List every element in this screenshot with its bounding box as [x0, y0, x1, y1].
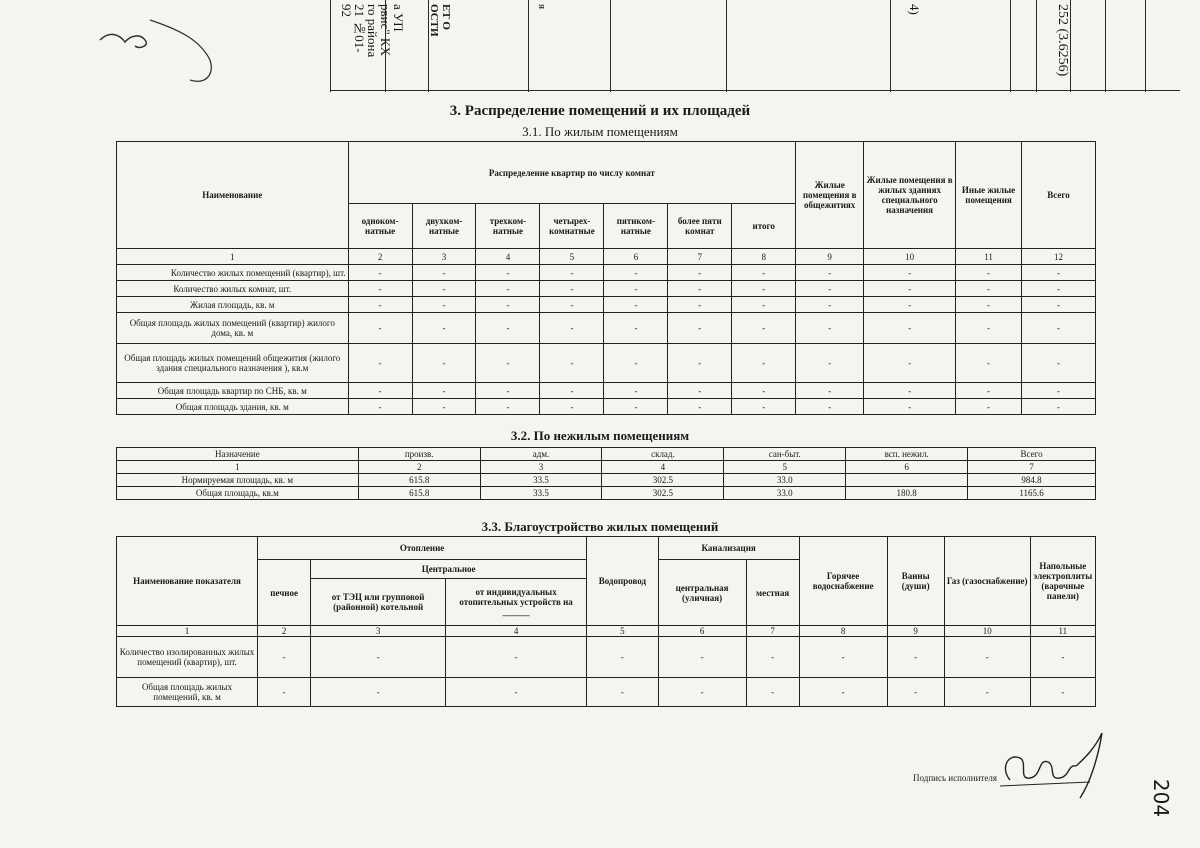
header-heating: Отопление — [258, 537, 587, 560]
residential-table — [116, 141, 1096, 415]
header-prod: произв. — [358, 448, 480, 461]
col-number: 2 — [348, 249, 412, 265]
strip-text-4: 21 №01- — [352, 4, 367, 53]
row-label: Общая площадь квартир по СНБ, кв. м — [117, 383, 349, 399]
non-residential-table: Назначение произв. адм. склад. сан-быт. всп. нежил. Всего 1 2 3 4 5 6 7 Нормируемая площадь, кв. м 615.8 33.5 302.5 33.0 984.8 Общая площадь, кв.м 615.8 33.5 302.5 33.0 180.8 1165.6 — [116, 447, 1096, 500]
header-individual: от индивидуальных отопительных устройств на ______ — [446, 579, 587, 626]
header-bath: Ванны (души) — [887, 537, 944, 626]
header-water: Водопровод — [587, 537, 659, 626]
table-row: Общая площадь жилых помещений общежития (жилого здания специального назначения ), кв.м - - - - - - - - - - - — [117, 344, 1096, 383]
col-number: 8 — [732, 249, 796, 265]
col-number: 3 — [412, 249, 476, 265]
header-storage: склад. — [602, 448, 724, 461]
signature-label: Подпись исполнителя — [913, 773, 997, 783]
header-stoves: Напольные электроплиты (варочные панели) — [1030, 537, 1095, 626]
header-sewer-central: центральная (уличная) — [658, 560, 746, 626]
col-number: 4 — [476, 249, 540, 265]
header-adm: адм. — [480, 448, 602, 461]
handwriting-top-left — [90, 0, 270, 95]
col-number: 6 — [604, 249, 668, 265]
row-label: Количество изолированных жилых помещений (квартир), шт. — [117, 637, 258, 678]
amenities-table: Наименование показателя Отопление Водопровод Канализация Горячее водоснабжение Ванны (души) Газ (газоснабжение) Напольные электроплиты (варочные панели) печное Центральное центральная (уличная) местная от ТЭЦ или групповой (районной) котельной от индивидуальных отопительных устройств на ______ 1 2 3 4 5 6 7 8 9 10 11 Количество изолированных жилых помещений (квартир), шт. - - - - - - - - - - Общая площадь жилых помещений, кв. м - - - - - - - - - - — [116, 536, 1096, 707]
strip-text-9: 4) — [907, 4, 922, 15]
table-row: Количество изолированных жилых помещений (квартир), шт. - - - - - - - - - - — [117, 637, 1096, 678]
col-number: 1 — [117, 249, 349, 265]
header-name: Наименование — [117, 142, 349, 249]
col-number: 12 — [1022, 249, 1096, 265]
table-row: Количество жилых комнат, шт. - - - - - - - - - - - — [117, 281, 1096, 297]
section-3-3-heading: 3.3. Благоустройство жилых помещений — [481, 519, 719, 534]
table-row: Общая площадь жилых помещений, кв. м - - - - - - - - - - — [117, 678, 1096, 707]
table-row: Общая площадь, кв.м 615.8 33.5 302.5 33.0 180.8 1165.6 — [117, 487, 1096, 500]
row-label: Общая площадь жилых помещений общежития (жилого здания специального назначения ), кв.м — [117, 344, 349, 383]
header-purpose: Назначение — [117, 448, 359, 461]
rotated-page-strip — [330, 0, 1180, 92]
table-row: Общая площадь жилых помещений (квартир) жилого дома, кв. м - - - - - - - - - - - — [117, 313, 1096, 344]
header-stove-heating: печное — [258, 560, 311, 626]
strip-text-10: 252 (3.6256) — [1055, 4, 1070, 77]
table-row: Жилая площадь, кв. м - - - - - - - - - - - — [117, 297, 1096, 313]
header-central: Центральное — [311, 560, 587, 579]
row-label: Жилая площадь, кв. м — [117, 297, 349, 313]
header-hot-water: Горячее водоснабжение — [799, 537, 887, 626]
strip-text-7: ОСТИ — [428, 4, 440, 37]
col-number: 9 — [796, 249, 864, 265]
row-label: Общая площадь здания, кв. м — [117, 399, 349, 415]
header-col: итого — [732, 204, 796, 249]
header-rooms-group: Распределение квартир по числу комнат — [348, 142, 796, 204]
section-3-2-heading: 3.2. По нежилым помещениям — [510, 428, 690, 443]
row-label: Общая площадь, кв.м — [117, 487, 359, 500]
header-total: Всего — [1022, 142, 1096, 249]
table-row: Нормируемая площадь, кв. м 615.8 33.5 302.5 33.0 984.8 — [117, 474, 1096, 487]
strip-text-2: рвис" КХ — [378, 4, 393, 56]
row-label: Количество жилых помещений (квартир), шт. — [117, 265, 349, 281]
header-gas: Газ (газоснабжение) — [944, 537, 1030, 626]
page-number: 204 — [1149, 778, 1174, 818]
header-tec: от ТЭЦ или групповой (районной) котельной — [311, 579, 446, 626]
col-number: 11 — [956, 249, 1022, 265]
header-col: двухком-натные — [412, 204, 476, 249]
strip-text-3: го района — [365, 4, 380, 58]
signature — [990, 728, 1130, 808]
header-sewer: Канализация — [658, 537, 799, 560]
strip-text-6: ЕТ О — [440, 4, 452, 30]
row-label: Нормируемая площадь, кв. м — [117, 474, 359, 487]
row-label: Общая площадь жилых помещений (квартир) жилого дома, кв. м — [117, 313, 349, 344]
row-label: Количество жилых комнат, шт. — [117, 281, 349, 297]
strip-text-5: 92 — [339, 4, 354, 17]
section-3-1-heading: 3.1. По жилым помещениям — [522, 124, 678, 139]
header-col: четырех-комнатные — [540, 204, 604, 249]
col-number: 7 — [668, 249, 732, 265]
strip-text-8: я — [536, 4, 548, 10]
header-dorm: Жилые помещения в общежитиях — [796, 142, 864, 249]
header-sanitary: сан-быт. — [724, 448, 846, 461]
header-total: Всего — [968, 448, 1096, 461]
table-row: Общая площадь квартир по СНБ, кв. м - - - - - - - - - - - — [117, 383, 1096, 399]
header-other: Иные жилые помещения — [956, 142, 1022, 249]
strip-text-1: а УП — [391, 4, 406, 32]
col-number: 5 — [540, 249, 604, 265]
section-title: 3. Распределение помещений и их площадей — [449, 103, 751, 119]
header-indicator: Наименование показателя — [117, 537, 258, 626]
header-sewer-local: местная — [746, 560, 799, 626]
header-aux: всп. нежил. — [846, 448, 968, 461]
header-col: более пяти комнат — [668, 204, 732, 249]
table-row: Количество жилых помещений (квартир), шт. - - - - - - - - - - - — [117, 265, 1096, 281]
row-label: Общая площадь жилых помещений, кв. м — [117, 678, 258, 707]
header-col: пятиком-натные — [604, 204, 668, 249]
header-col: одноком-натные — [348, 204, 412, 249]
table-row: Общая площадь здания, кв. м - - - - - - - - - - - — [117, 399, 1096, 415]
header-col: трехком-натные — [476, 204, 540, 249]
header-special: Жилые помещения в жилых зданиях специального назначения — [864, 142, 956, 249]
col-number: 10 — [864, 249, 956, 265]
